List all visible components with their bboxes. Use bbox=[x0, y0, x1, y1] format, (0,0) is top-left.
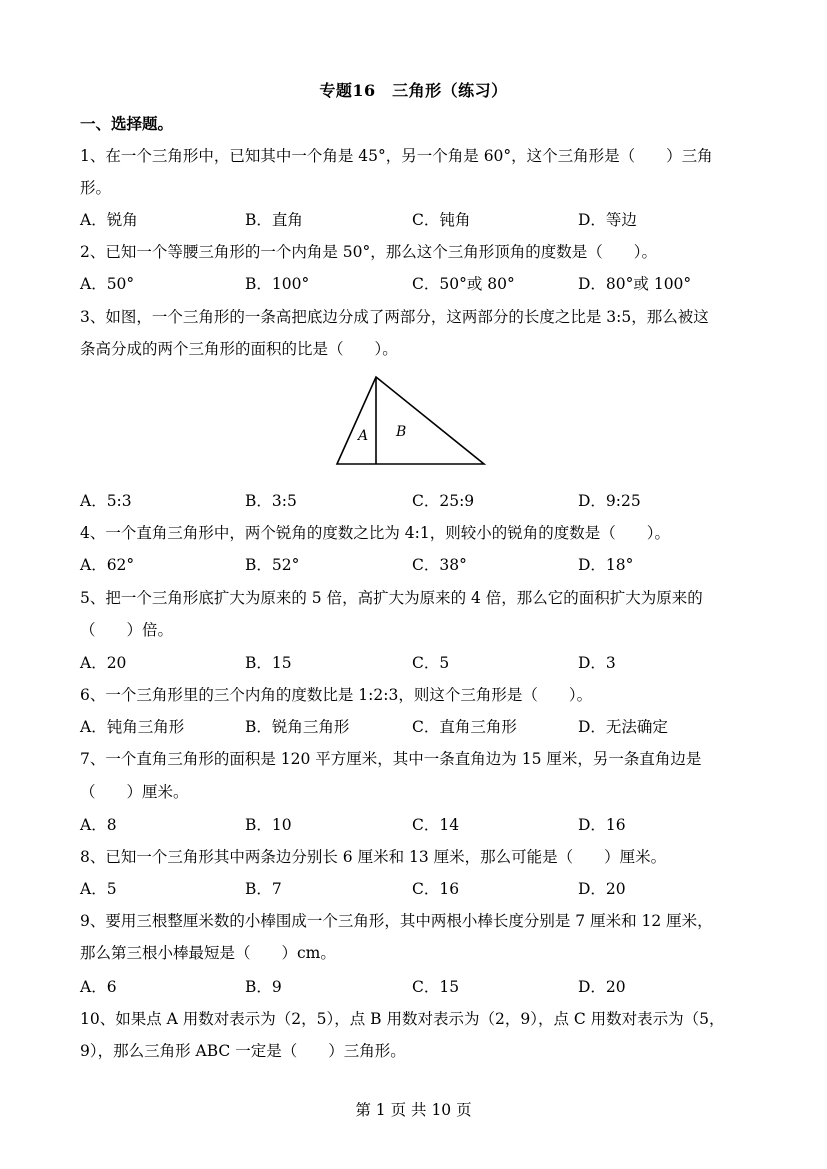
question-10-text-cont: 9），那么三角形 ABC 一定是（ ）三角形。 bbox=[80, 1042, 406, 1060]
option-d[interactable]: D．无法确定 bbox=[578, 718, 668, 736]
option-a[interactable]: A．5:3 bbox=[80, 492, 132, 510]
page-footer: 第 1 页 共 10 页 bbox=[355, 1101, 472, 1119]
option-c[interactable]: C．14 bbox=[412, 816, 460, 834]
option-a[interactable]: A．钝角三角形 bbox=[80, 718, 185, 736]
question-7-text-cont: （ ）厘米。 bbox=[80, 783, 189, 801]
question-6-text: 6、一个三角形里的三个内角的度数比是 1:2:3，则这个三角形是（ ）。 bbox=[80, 686, 593, 704]
option-b[interactable]: B．100° bbox=[245, 275, 310, 293]
option-c[interactable]: C．25:9 bbox=[412, 492, 475, 510]
question-9-text: 9、要用三根整厘米数的小棒围成一个三角形，其中两根小棒长度分别是 7 厘米和 12 厘米， bbox=[80, 912, 713, 930]
option-d[interactable]: D．80°或 100° bbox=[578, 275, 692, 293]
question-4-text: 4、一个直角三角形中，两个锐角的度数之比为 4:1，则较小的锐角的度数是（ ）。 bbox=[80, 524, 670, 542]
option-b[interactable]: B．直角 bbox=[245, 211, 303, 229]
option-b[interactable]: B．3:5 bbox=[245, 492, 297, 510]
question-3-text-cont: 条高分成的两个三角形的面积的比是（ ）。 bbox=[80, 340, 398, 358]
question-7-options bbox=[80, 815, 760, 835]
option-d[interactable]: D．16 bbox=[578, 816, 626, 834]
option-a[interactable]: A．锐角 bbox=[80, 211, 138, 229]
option-a[interactable]: A．50° bbox=[80, 275, 135, 293]
question-3-text: 3、如图，一个三角形的一条高把底边分成了两部分，这两部分的长度之比是 3:5，那么被这 bbox=[80, 308, 709, 326]
option-b[interactable]: B．锐角三角形 bbox=[245, 718, 350, 736]
option-c[interactable]: C．38° bbox=[412, 556, 467, 574]
page-title: 专题16 三角形（练习） bbox=[319, 81, 508, 100]
option-c[interactable]: C．钝角 bbox=[412, 211, 471, 229]
question-6-options bbox=[80, 717, 760, 737]
option-b[interactable]: B．9 bbox=[245, 978, 282, 996]
option-b[interactable]: B．7 bbox=[245, 880, 282, 898]
question-2-text: 2、已知一个等腰三角形的一个内角是 50°，那么这个三角形顶角的度数是（ ）。 bbox=[80, 243, 658, 261]
question-5-options bbox=[80, 653, 760, 673]
question-8-options bbox=[80, 879, 760, 899]
question-1-text-cont: 形。 bbox=[80, 179, 112, 197]
question-9-options bbox=[80, 977, 760, 997]
region-label-b: B bbox=[396, 424, 407, 440]
option-d[interactable]: D．3 bbox=[578, 654, 616, 672]
option-c[interactable]: C．15 bbox=[412, 978, 460, 996]
option-c[interactable]: C．50°或 80° bbox=[412, 275, 515, 293]
region-label-a: A bbox=[358, 428, 369, 444]
option-d[interactable]: D．18° bbox=[578, 556, 634, 574]
triangle-outline bbox=[337, 377, 484, 464]
question-1-options bbox=[80, 210, 760, 230]
option-d[interactable]: D．20 bbox=[578, 880, 626, 898]
question-8-text: 8、已知一个三角形其中两条边分别长 6 厘米和 13 厘米，那么可能是（ ）厘米。 bbox=[80, 848, 667, 866]
option-b[interactable]: B．15 bbox=[245, 654, 292, 672]
question-5-text: 5、把一个三角形底扩大为原来的 5 倍，高扩大为原来的 4 倍，那么它的面积扩大为原来的 bbox=[80, 589, 703, 607]
option-a[interactable]: A．5 bbox=[80, 880, 117, 898]
question-4-options bbox=[80, 555, 760, 575]
option-d[interactable]: D．9:25 bbox=[578, 492, 641, 510]
question-5-text-cont: （ ）倍。 bbox=[80, 621, 174, 639]
option-b[interactable]: B．10 bbox=[245, 816, 292, 834]
option-d[interactable]: D．20 bbox=[578, 978, 626, 996]
option-c[interactable]: C．16 bbox=[412, 880, 460, 898]
question-9-text-cont: 那么第三根小棒最短是（ ）cm。 bbox=[80, 944, 336, 962]
option-a[interactable]: A．8 bbox=[80, 816, 117, 834]
triangle-figure bbox=[330, 370, 490, 470]
question-7-text: 7、一个直角三角形的面积是 120 平方厘米，其中一条直角边为 15 厘米，另一条直角边是 bbox=[80, 750, 702, 768]
option-a[interactable]: A．20 bbox=[80, 654, 127, 672]
option-a[interactable]: A．6 bbox=[80, 978, 117, 996]
option-b[interactable]: B．52° bbox=[245, 556, 300, 574]
section-heading: 一、选择题。 bbox=[80, 114, 174, 133]
option-c[interactable]: C．直角三角形 bbox=[412, 718, 517, 736]
question-10-text: 10、如果点 A 用数对表示为（2，5），点 B 用数对表示为（2，9），点 C 用数对表示为（5， bbox=[80, 1010, 725, 1028]
question-2-options bbox=[80, 274, 760, 294]
question-1-text: 1、在一个三角形中，已知其中一个角是 45°，另一个角是 60°，这个三角形是（ ）三角 bbox=[80, 147, 713, 165]
question-3-options bbox=[80, 491, 760, 511]
option-d[interactable]: D．等边 bbox=[578, 211, 637, 229]
option-a[interactable]: A．62° bbox=[80, 556, 135, 574]
option-c[interactable]: C．5 bbox=[412, 654, 450, 672]
